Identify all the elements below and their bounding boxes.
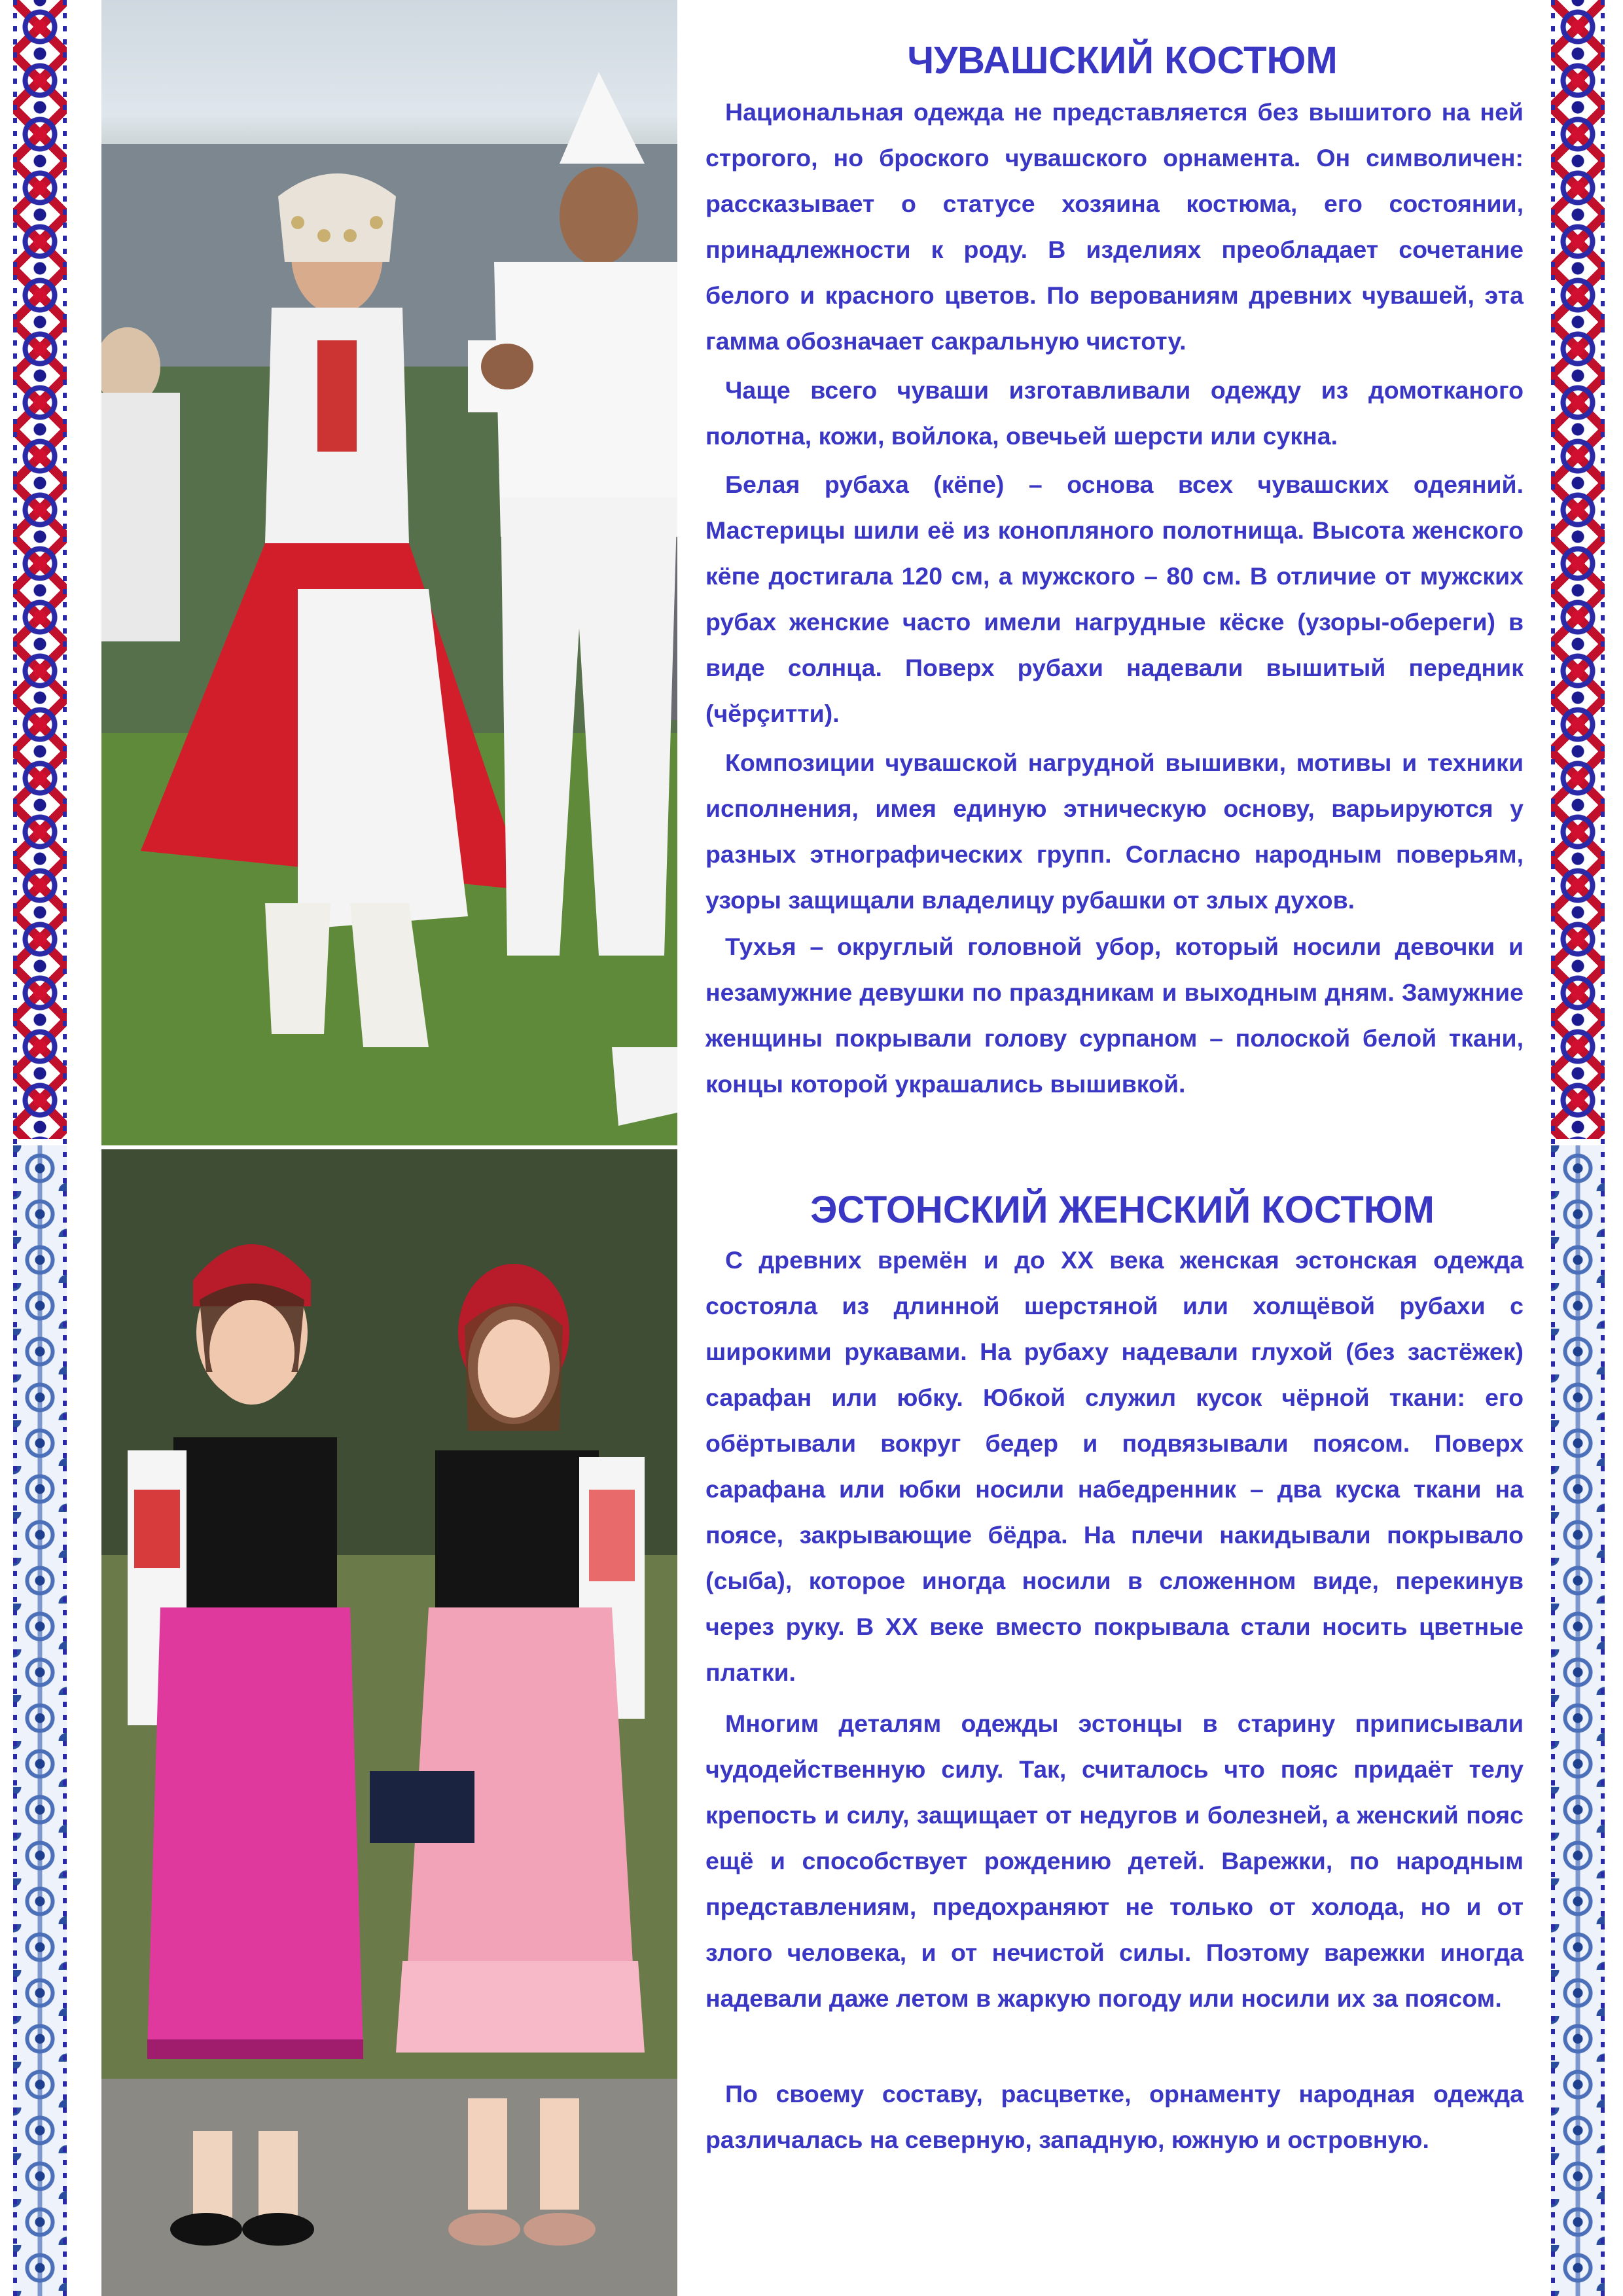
- chuvash-costume-title: ЧУВАШСКИЙ КОСТЮМ: [907, 39, 1338, 82]
- chuvash-paragraph-1: Национальная одежда не представляется без вышитого на ней строгого, но броского чувашского орнамента. Он символичен: рассказывает о статусе хозяина костюма, его состоянии, принадлежности к роду. В изделиях преобладает сочетание белого и красного цветов. По верованиям древних чувашей, эта гамма обозначает сакральную чистоту.: [705, 98, 1524, 355]
- red-cross-ornament-icon: [13, 0, 67, 1139]
- left-ornament-border: [13, 0, 67, 2296]
- blue-floral-ornament-icon: [1551, 1145, 1605, 2296]
- red-cross-ornament-icon: [1551, 0, 1605, 1139]
- estonian-costume-title: ЭСТОНСКИЙ ЖЕНСКИЙ КОСТЮМ: [810, 1189, 1435, 1231]
- border-edge-line: [1601, 0, 1605, 2296]
- border-edge-line: [1551, 0, 1555, 2296]
- chuvash-paragraph-2: Чаще всего чуваши изготавливали одежду из домотканого полотна, кожи, войлока, овечьей шерсти или сукна.: [705, 376, 1524, 450]
- estonian-girls-illustration: [101, 1149, 677, 2296]
- estonian-paragraph-2: Многим деталям одежды эстонцы в старину приписывали чудодейственную силу. Так, считалось что пояс придаёт телу крепость и силу, защищает от недугов и болезней, а женский пояс ещё и способствует рождению детей. Варежки, по народным представлениям, предохраняют не только от холода, но и от злого человека, и от нечистой силы. Поэтому варежки иногда надевали даже летом в жаркую погоду или носили их за поясом.: [705, 1710, 1524, 2012]
- estonian-paragraph-3: По своему составу, расцветке, орнаменту народная одежда различалась на северную, западную, южную и островную.: [705, 2080, 1524, 2153]
- estonian-paragraph-1: С древних времён и до XX века женская эстонская одежда состояла из длинной шерстяной или холщёвой рубахи с широкими рукавами. На рубаху надевали глухой (без застёжек) сарафан или юбку. Юбкой служил кусок чёрной ткани: его обёртывали вокруг бедер и подвязывали поясом. Поверх сарафана или юбки носили набедренник – два куска ткани на поясе, закрывающие бёдра. На плечи накидывали покрывало (сыба), которое иногда носили в сложенном виде, перекинув через руку. В XX веке вместо покрывала стали носить цветные платки.: [705, 1246, 1524, 1686]
- chuvash-dancers-photo: [101, 0, 677, 1145]
- chuvash-paragraph-3: Белая рубаха (кёпе) – основа всех чувашских одеяний. Мастерицы шили её из конопляного полотнища. Высота женского кёпе достигала 120 см, а мужского – 80 см. В отличие от мужских рубах женские часто имели нагрудные кёске (узоры-обереги) в виде солнца. Поверх рубахи надевали вышитый передник (чĕрçитти).: [705, 471, 1524, 727]
- border-edge-line: [63, 0, 67, 2296]
- chuvash-paragraph-5: Тухья – округлый головной убор, который носили девочки и незамужние девушки по праздникам и выходным дням. Замужние женщины покрывали голову сурпаном – полоской белой ткани, концы которой украшались вышивкой.: [705, 933, 1524, 1098]
- border-edge-line: [13, 0, 17, 2296]
- chuvash-couple-illustration: [101, 0, 677, 1145]
- chuvash-paragraph-4: Композиции чувашской нагрудной вышивки, мотивы и техники исполнения, имея единую этническую основу, варьируются у разных этнографических групп. Согласно народным поверьям, узоры защищали владелицу рубашки от злых духов.: [705, 749, 1524, 914]
- right-ornament-border: [1551, 0, 1605, 2296]
- blue-floral-ornament-icon: [13, 1145, 67, 2296]
- estonian-girls-photo: [101, 1149, 677, 2296]
